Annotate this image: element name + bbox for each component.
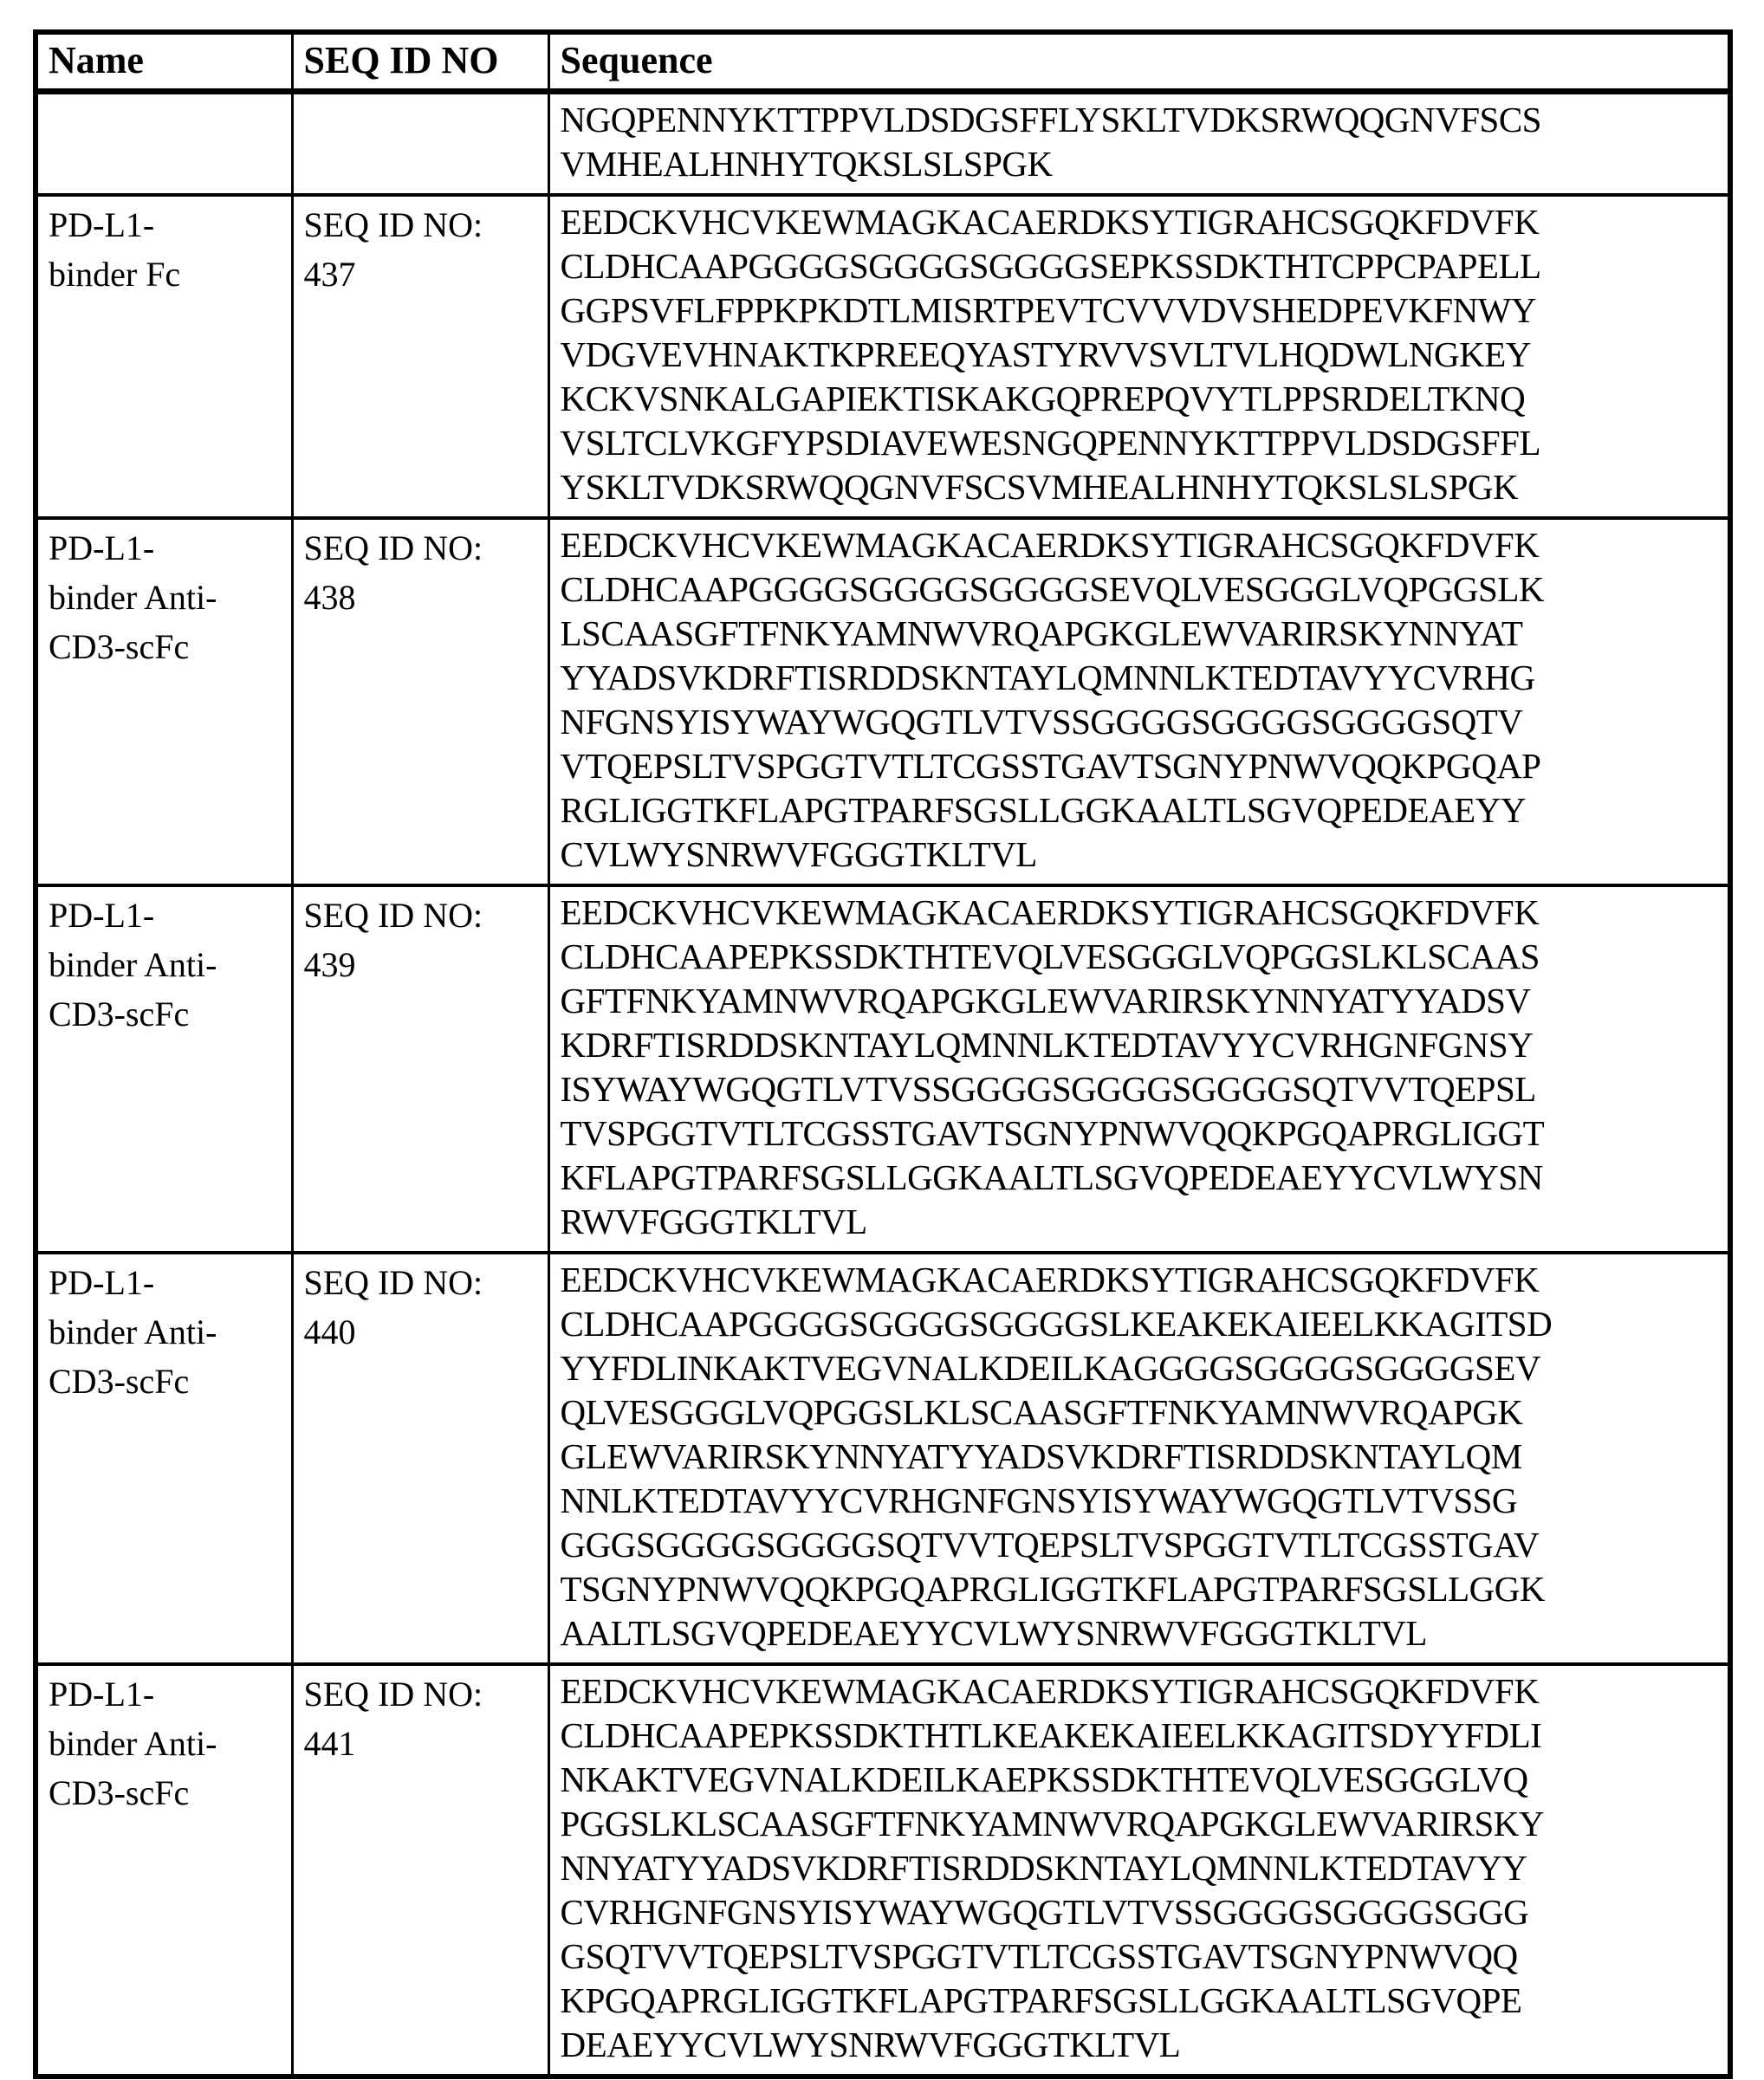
sequence-cell: EEDCKVHCVKEWMAGKACAERDKSYTIGRAHCSGQKFDVFK CLDHCAAPEPKSSDKTHTEVQLVESGGGLVQPGGSLKLSCAAS GFTFNKYAMNWVRQAPGKGLEWVARIRSKYNNYATYYADSV KDRFTISRDDSKNTAYLQMNNLKTEDTAVYYCVRHGNFGNSY ISYWAYWGQGTLVTVSSGGGGSGGGGSGGGGSQTVVTQEPSL TVSPGGTVTLTCGSSTGAVTSGNYPNWVQQKPGQAPRGLIGGT KFLAPGTPARFSGSLLGGKAALTLSGVQPEDEAEYYCVLWYSN RWVFGGGTKLTVL bbox=[548, 885, 1730, 1253]
seq-id-cell: SEQ ID NO: 437 bbox=[292, 195, 548, 518]
table-row bbox=[36, 195, 1730, 518]
seq-id-cell: SEQ ID NO: 440 bbox=[292, 1253, 548, 1664]
sequence-cell: EEDCKVHCVKEWMAGKACAERDKSYTIGRAHCSGQKFDVFK CLDHCAAPGGGGSGGGGSGGGGSEVQLVESGGGLVQPGGSLK LSCAASGFTFNKYAMNWVRQAPGKGLEWVARIRSKYNNYAT YYADSVKDRFTISRDDSKNTAYLQMNNLKTEDTAVYYCVRHG NFGNSYISYWAYWGQGTLVTVSSGGGGSGGGGSGGGGSQTV VTQEPSLTVSPGGTVTLTCGSSTGAVTSGNYPNWVQQKPGQAP RGLIGGTKFLAPGTPARFSGSLLGGKAALTLSGVQPEDEAEYY CVLWYSNRWVFGGGTKLTVL bbox=[548, 518, 1730, 885]
table-row bbox=[36, 885, 1730, 1253]
table-row bbox=[36, 92, 1730, 196]
sequence-table bbox=[33, 29, 1733, 2079]
header-sequence: Sequence bbox=[548, 32, 1730, 92]
name-cell: PD-L1- binder Fc bbox=[36, 195, 292, 518]
sequence-cell: EEDCKVHCVKEWMAGKACAERDKSYTIGRAHCSGQKFDVFK CLDHCAAPGGGGSGGGGSGGGGSEPKSSDKTHTCPPCPAPELL GGPSVFLFPPKPKDTLMISRTPEVTCVVVDVSHEDPEVKFNWY VDGVEVHNAKTKPREEQYASTYRVVSVLTVLHQDWLNGKEY KCKVSNKALGAPIEKTISKAKGQPREPQVYTLPPSRDELTKNQ VSLTCLVKGFYPSDIAVEWESNGQPENNYKTTPPVLDSDGSFFL YSKLTVDKSRWQQGNVFSCSVMHEALHNHYTQKSLSLSPGK bbox=[548, 195, 1730, 518]
table-row bbox=[36, 1664, 1730, 2077]
header-seq-id: SEQ ID NO bbox=[292, 32, 548, 92]
name-cell: PD-L1- binder Anti- CD3-scFc bbox=[36, 1664, 292, 2077]
table-row bbox=[36, 1253, 1730, 1664]
seq-id-cell: SEQ ID NO: 439 bbox=[292, 885, 548, 1253]
sequence-cell: NGQPENNYKTTPPVLDSDGSFFLYSKLTVDKSRWQQGNVFSCS VMHEALHNHYTQKSLSLSPGK bbox=[548, 92, 1730, 196]
seq-id-cell bbox=[292, 92, 548, 196]
name-cell: PD-L1- binder Anti- CD3-scFc bbox=[36, 518, 292, 885]
name-cell: PD-L1- binder Anti- CD3-scFc bbox=[36, 1253, 292, 1664]
sequence-cell: EEDCKVHCVKEWMAGKACAERDKSYTIGRAHCSGQKFDVFK CLDHCAAPGGGGSGGGGSGGGGSLKEAKEKAIEELKKAGITSD YYFDLINKAKTVEGVNALKDEILKAGGGGSGGGGSGGGGSEV QLVESGGGLVQPGGSLKLSCAASGFTFNKYAMNWVRQAPGK GLEWVARIRSKYNNYATYYADSVKDRFTISRDDSKNTAYLQM NNLKTEDTAVYYCVRHGNFGNSYISYWAYWGQGTLVTVSSG GGGSGGGGSGGGGSQTVVTQEPSLTVSPGGTVTLTCGSSTGAV TSGNYPNWVQQKPGQAPRGLIGGTKFLAPGTPARFSGSLLGGK AALTLSGVQPEDEAEYYCVLWYSNRWVFGGGTKLTVL bbox=[548, 1253, 1730, 1664]
name-cell: PD-L1- binder Anti- CD3-scFc bbox=[36, 885, 292, 1253]
seq-id-cell: SEQ ID NO: 438 bbox=[292, 518, 548, 885]
seq-id-cell: SEQ ID NO: 441 bbox=[292, 1664, 548, 2077]
header-name: Name bbox=[36, 32, 292, 92]
sequence-cell: EEDCKVHCVKEWMAGKACAERDKSYTIGRAHCSGQKFDVFK CLDHCAAPEPKSSDKTHTLKEAKEKAIEELKKAGITSDYYFDLI NKAKTVEGVNALKDEILKAEPKSSDKTHTEVQLVESGGGLVQ PGGSLKLSCAASGFTFNKYAMNWVRQAPGKGLEWVARIRSKY NNYATYYADSVKDRFTISRDDSKNTAYLQMNNLKTEDTAVYY CVRHGNFGNSYISYWAYWGQGTLVTVSSGGGGSGGGGSGGG GSQTVVTQEPSLTVSPGGTVTLTCGSSTGAVTSGNYPNWVQQ KPGQAPRGLIGGTKFLAPGTPARFSGSLLGGKAALTLSGVQPE DEAEYYCVLWYSNRWVFGGGTKLTVL bbox=[548, 1664, 1730, 2077]
header-row bbox=[36, 32, 1730, 92]
table-row bbox=[36, 518, 1730, 885]
name-cell bbox=[36, 92, 292, 196]
